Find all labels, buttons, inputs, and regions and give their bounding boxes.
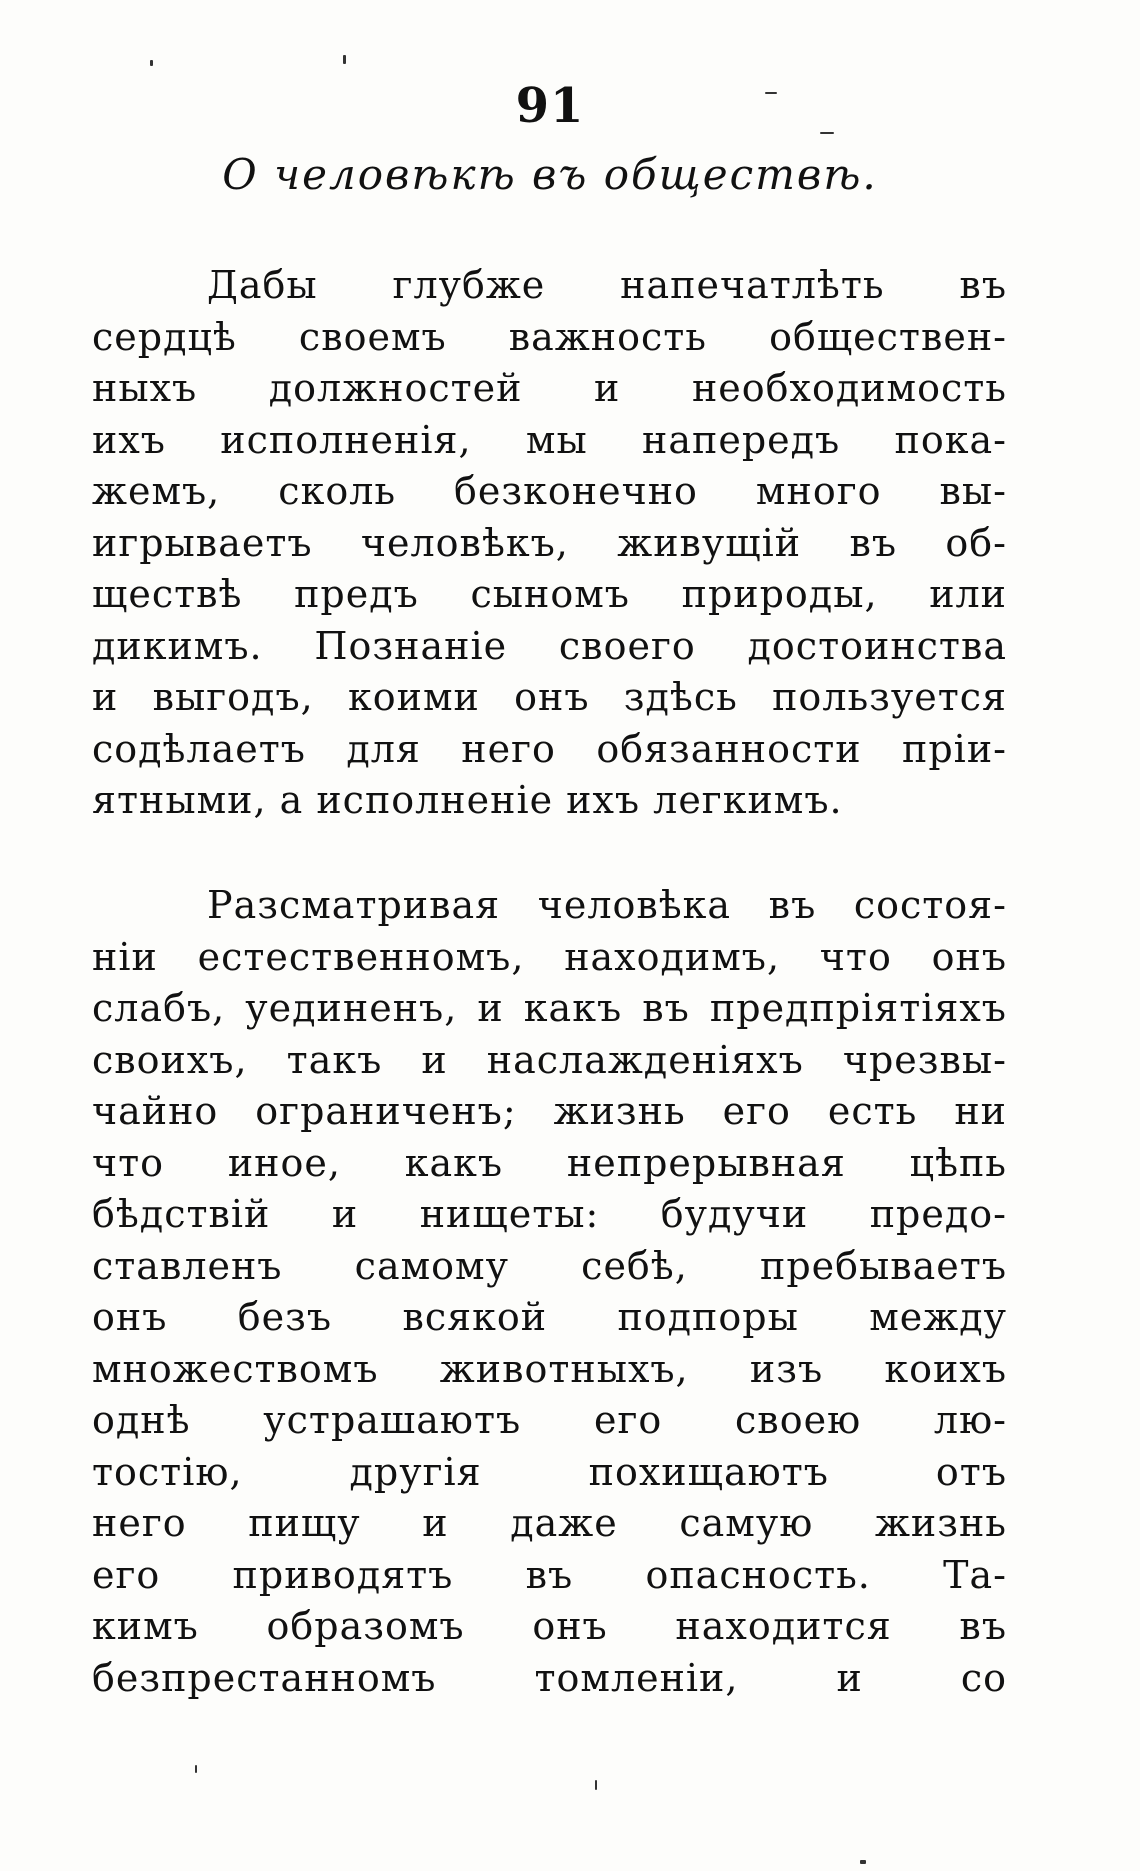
text-line: ществѣ предъ сыномъ природы, или [92, 572, 1007, 616]
print-speck [195, 1765, 197, 1773]
text-line: слабъ, уединенъ, и какъ въ предпріятіяхъ [92, 986, 1007, 1030]
text-line: однѣ устрашаютъ его своею лю- [92, 1398, 1007, 1442]
text-line: жемъ, сколь безконечно много вы- [92, 469, 1007, 513]
print-speck [595, 1780, 597, 1790]
text-line: и выгодъ, коими онъ здѣсь пользуется [92, 675, 1007, 719]
text-line: безпрестанномъ томленіи, и со [92, 1655, 1007, 1700]
text-line: игрываетъ человѣкъ, живущій въ об- [92, 520, 1007, 565]
paragraph-2 [92, 880, 1007, 1704]
text-line: ніи естественномъ, находимъ, что онъ [92, 934, 1007, 979]
print-speck [343, 55, 346, 64]
text-line: ныхъ должностей и необходимость [92, 366, 1007, 410]
text-line: Разсматривая человѣка въ состоя- [207, 883, 1007, 927]
text-line: кимъ образомъ онъ находится въ [92, 1604, 1007, 1648]
text-line: ихъ исполненія, мы напередъ пока- [92, 417, 1007, 462]
print-speck [150, 60, 153, 66]
page-number: 91 [515, 78, 585, 134]
text-line: что иное, какъ непрерывная цѣпь [92, 1140, 1007, 1185]
text-line: своихъ, такъ и наслажденіяхъ чрезвы- [92, 1037, 1007, 1082]
text-line: чайно ограниченъ; жизнь его есть ни [92, 1089, 1007, 1133]
text-line: ставленъ самому себѣ, пребываетъ [92, 1243, 1007, 1288]
print-speck [860, 1860, 866, 1864]
text-line: тостію, другія похищаютъ отъ [92, 1449, 1007, 1494]
text-line: его приводятъ въ опасность. Та- [92, 1552, 1007, 1597]
section-heading: О человѣкѣ въ обществѣ. [222, 150, 878, 199]
text-line: множествомъ животныхъ, изъ коихъ [92, 1346, 1007, 1391]
text-line: него пищу и даже самую жизнь [92, 1501, 1007, 1545]
text-line: бѣдствій и нищеты: будучи предо- [92, 1192, 1007, 1236]
text-line: сердцѣ своемъ важность обществен- [92, 314, 1007, 359]
text-line: ятными, а исполненіе ихъ легкимъ. [92, 778, 843, 822]
text-line: Дабы глубже напечатлѣть въ [207, 263, 1007, 307]
text-line: дикимъ. Познаніе своего достоинства [92, 623, 1007, 668]
paragraph-1 [92, 260, 1007, 827]
text-line: содѣлаетъ для него обязанности пріи- [92, 726, 1007, 771]
text-line: онъ безъ всякой подпоры между [92, 1295, 1007, 1339]
